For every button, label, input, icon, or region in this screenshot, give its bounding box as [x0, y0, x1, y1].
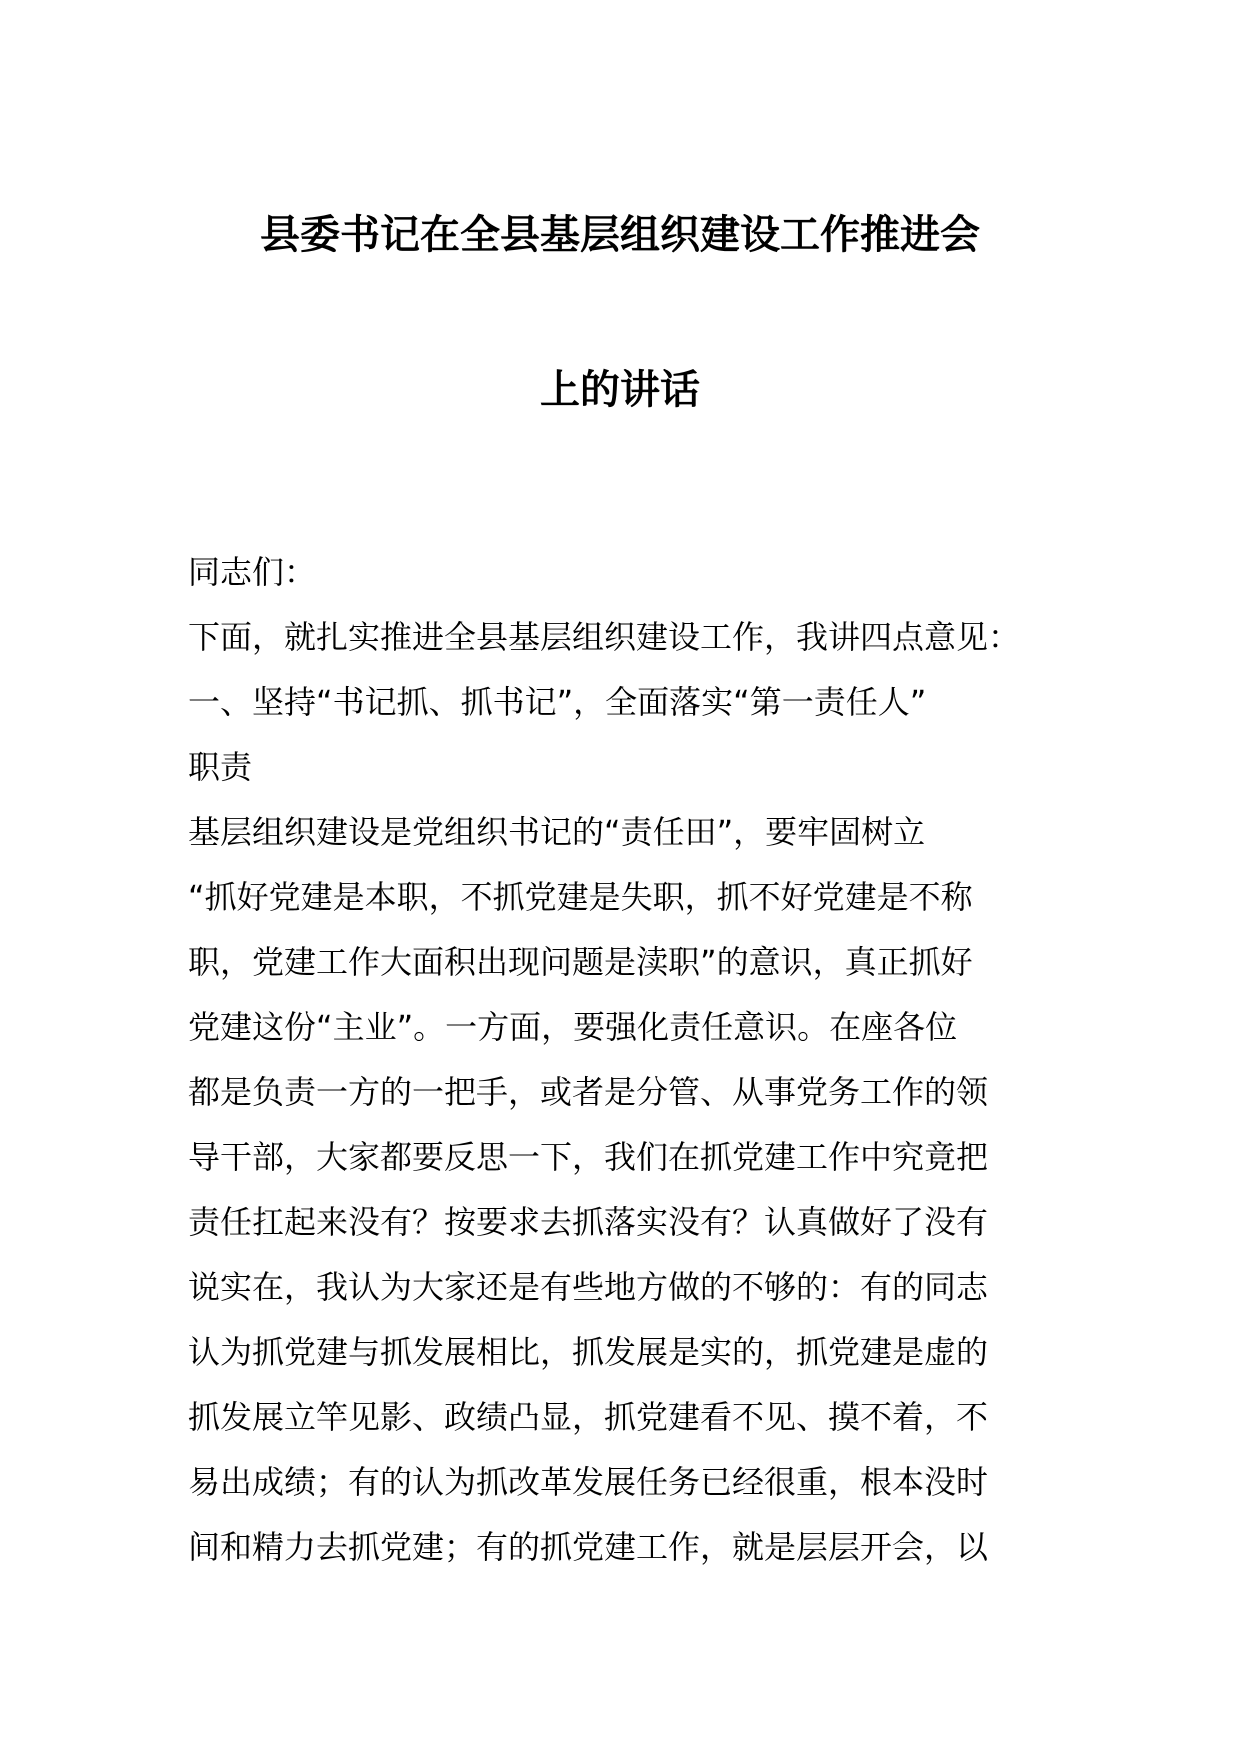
- paragraph-line: 基层组织建设是党组织书记的“责任田”，要牢固树立: [188, 813, 926, 851]
- document-body: [188, 548, 1058, 1588]
- intro-paragraph: 下面，就扎实推进全县基层组织建设工作，我讲四点意见：: [188, 618, 1021, 656]
- paragraph-line: 导干部，大家都要反思一下，我们在抓党建工作中究竟把: [188, 1138, 989, 1176]
- paragraph-line: 说实在，我认为大家还是有些地方做的不够的：有的同志: [188, 1268, 989, 1306]
- salutation: 同志们：: [188, 553, 317, 591]
- document-title-line-1: 县委书记在全县基层组织建设工作推进会: [260, 212, 980, 258]
- paragraph-line: 抓发展立竿见影、政绩凸显，抓党建看不见、摸不着，不: [188, 1398, 989, 1436]
- paragraph-line: 易出成绩；有的认为抓改革发展任务已经很重，根本没时: [188, 1463, 989, 1501]
- paragraph-line: 都是负责一方的一把手，或者是分管、从事党务工作的领: [188, 1073, 989, 1111]
- paragraph-line: 间和精力去抓党建；有的抓党建工作，就是层层开会，以: [188, 1528, 989, 1566]
- document-title-line-2: 上的讲话: [540, 367, 700, 413]
- paragraph-line: “抓好党建是本职，不抓党建是失职，抓不好党建是不称: [188, 878, 973, 916]
- section-heading-line: 职责: [188, 748, 253, 786]
- paragraph-line: 认为抓党建与抓发展相比，抓发展是实的，抓党建是虚的: [188, 1333, 989, 1371]
- paragraph-line: 职，党建工作大面积出现问题是渎职”的意识，真正抓好: [188, 943, 973, 981]
- section-heading-line: 一、坚持“书记抓、抓书记”，全面落实“第一责任人”: [188, 683, 927, 721]
- paragraph-line: 责任扛起来没有？按要求去抓落实没有？认真做好了没有: [188, 1203, 989, 1241]
- paragraph-line: 党建这份“主业”。一方面，要强化责任意识。在座各位: [188, 1008, 958, 1046]
